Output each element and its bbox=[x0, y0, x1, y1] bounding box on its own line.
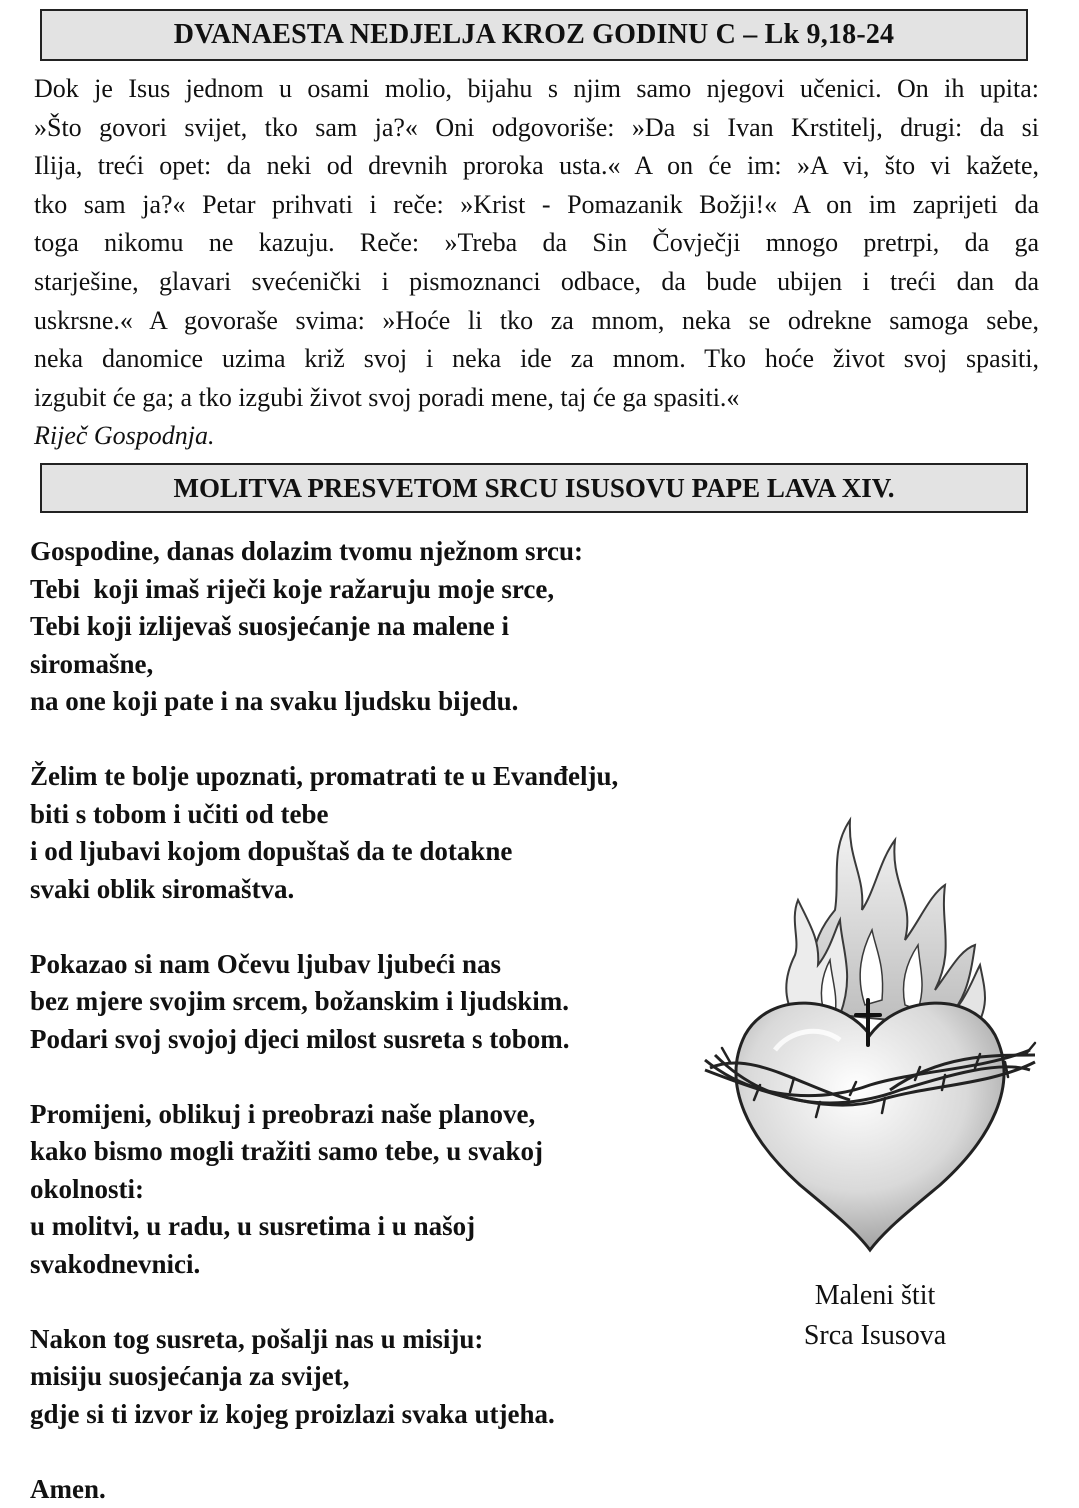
gospel-line: starješine, glavari svećenički i pismoznanci odbace, da bude ubijen i treći dan da bbox=[34, 263, 1039, 302]
gospel-line: neka danomice uzima križ svoj i neka ide za mnom. Tko hoće život svoj spasiti, bbox=[34, 340, 1039, 379]
prayer-stanza bbox=[30, 1096, 730, 1284]
prayer-amen: Amen. bbox=[30, 1471, 730, 1508]
prayer-line: okolnosti: bbox=[30, 1171, 730, 1209]
prayer-stanza bbox=[30, 533, 730, 721]
gospel-line: Dok je Isus jednom u osami molio, bijahu s njim samo njegovi učenici. On ih upita: bbox=[34, 70, 1039, 109]
prayer-line: Promijeni, oblikuj i preobrazi naše planove, bbox=[30, 1096, 730, 1134]
prayer-line: svakodnevnici. bbox=[30, 1246, 730, 1284]
gospel-closing: Riječ Gospodnja. bbox=[34, 417, 1039, 456]
prayer-line: i od ljubavi kojom dopuštaš da te dotakne bbox=[30, 833, 730, 871]
prayer-line: kako bismo mogli tražiti samo tebe, u svakoj bbox=[30, 1133, 730, 1171]
prayer-line: Podari svoj svojoj djeci milost susreta s tobom. bbox=[30, 1021, 730, 1059]
prayer-line: Tebi koji izlijevaš suosjećanje na malene i bbox=[30, 608, 730, 646]
prayer-title: MOLITVA PRESVETOM SRCU ISUSOVU PAPE LAVA XIV. bbox=[40, 463, 1028, 513]
prayer-line: Nakon tog susreta, pošalji nas u misiju: bbox=[30, 1321, 730, 1359]
gospel-line: izgubit će ga; a tko izgubi život svoj poradi mene, taj će ga spasiti.« bbox=[34, 379, 1039, 418]
prayer-line: bez mjere svojim srcem, božanskim i ljudskim. bbox=[30, 983, 730, 1021]
prayer-line: misiju suosjećanja za svijet, bbox=[30, 1358, 730, 1396]
prayer-line: u molitvi, u radu, u susretima i u našoj bbox=[30, 1208, 730, 1246]
prayer-line: na one koji pate i na svaku ljudsku bijedu. bbox=[30, 683, 730, 721]
gospel-text bbox=[34, 70, 1039, 456]
prayer-line: biti s tobom i učiti od tebe bbox=[30, 796, 730, 834]
prayer-line: svaki oblik siromaštva. bbox=[30, 871, 730, 909]
gospel-line: tko sam ja?« Petar prihvati i reče: »Krist - Pomazanik Božji!« A on im zaprijeti da bbox=[34, 186, 1039, 225]
prayer-line: Tebi koji imaš riječi koje ražaruju moje srce, bbox=[30, 571, 730, 609]
prayer-stanza bbox=[30, 1321, 730, 1434]
prayer-text bbox=[30, 533, 730, 1508]
gospel-line: »Što govori svijet, tko sam ja?« Oni odgovoriše: »Da si Ivan Krstitelj, drugi: da si bbox=[34, 109, 1039, 148]
prayer-line: siromašne, bbox=[30, 646, 730, 684]
gospel-line: toga nikomu ne kazuju. Reče: »Treba da Sin Čovječji mnogo pretrpi, da ga bbox=[34, 224, 1039, 263]
gospel-line: Ilija, treći opet: da neki od drevnih proroka usta.« A on će im: »A vi, što vi kažete, bbox=[34, 147, 1039, 186]
gospel-line: uskrsne.« A govoraše svima: »Hoće li tko za mnom, neka se odrekne samoga sebe, bbox=[34, 302, 1039, 341]
prayer-stanza bbox=[30, 758, 730, 908]
prayer-line: gdje si ti izvor iz kojeg proizlazi svaka utjeha. bbox=[30, 1396, 730, 1434]
caption-line: Maleni štit bbox=[760, 1276, 990, 1316]
gospel-title: DVANAESTA NEDJELJA KROZ GODINU C – Lk 9,18-24 bbox=[40, 9, 1028, 61]
prayer-stanza bbox=[30, 946, 730, 1059]
illustration-caption bbox=[760, 1276, 990, 1356]
prayer-line: Pokazao si nam Očevu ljubav ljubeći nas bbox=[30, 946, 730, 984]
sacred-heart-icon bbox=[690, 800, 1050, 1260]
prayer-line: Gospodine, danas dolazim tvomu nježnom srcu: bbox=[30, 533, 730, 571]
caption-line: Srca Isusova bbox=[760, 1316, 990, 1356]
prayer-line: Želim te bolje upoznati, promatrati te u Evanđelju, bbox=[30, 758, 730, 796]
